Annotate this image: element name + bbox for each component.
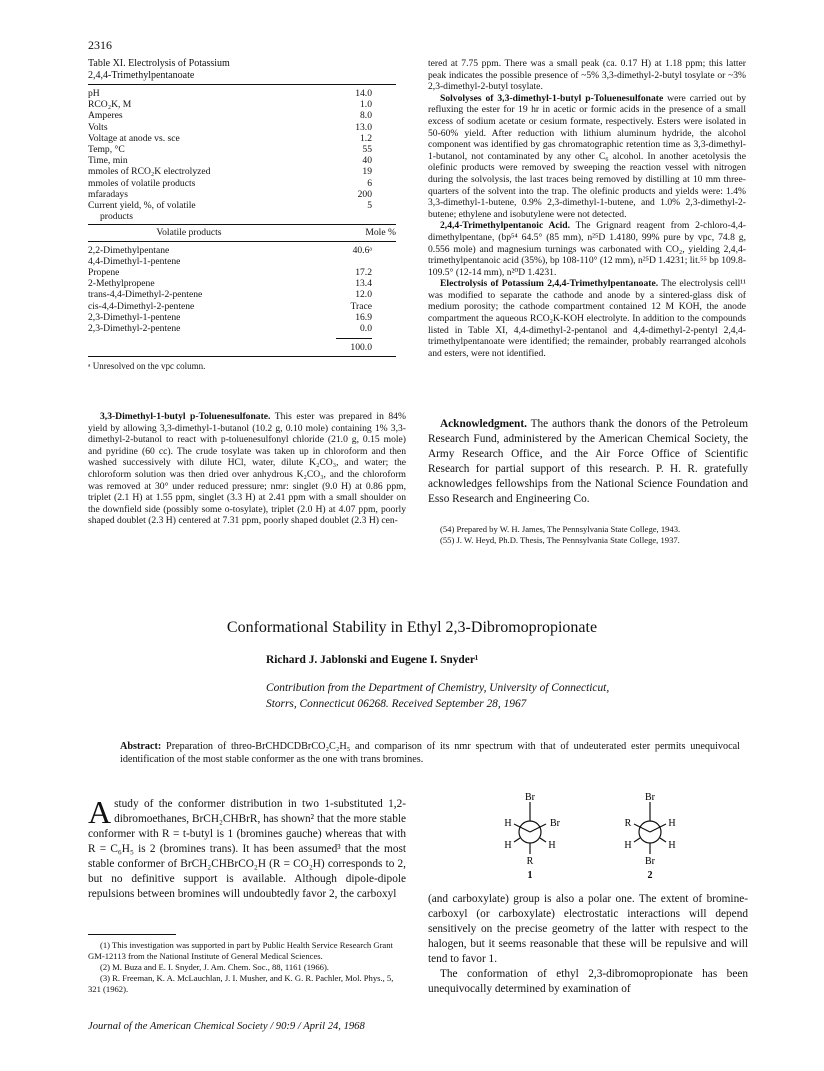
param-label: products xyxy=(100,211,134,223)
acknowledgment xyxy=(428,417,748,507)
table-title-line2: 2,4,4-Trimethylpentanoate xyxy=(88,70,195,81)
param-row xyxy=(88,166,396,177)
right-p2 xyxy=(428,93,746,221)
table-products xyxy=(88,224,396,353)
electrolysis-text: The electrolysis cell¹¹ was modified to separate the cathode and anode by a sintered-glass disk of medium porosity; the cathode compartment contained 12 M KOH, the anode compartment the aqueous RCO₂K-KOH electrolyte. In addition to the compounds listed in Table XI, 4,4-dimethyl-2-pentanol and 4,4-dimethyl-2-pentyl 2,4,4-trimethylpentanoate were identified; the remainder, probably rearranged alcohols and esters, were not identified. xyxy=(428,278,746,359)
acid-heading: 2,4,4-Trimethylpentanoic Acid. xyxy=(440,220,571,232)
param-label: RCO₂K, M xyxy=(88,99,132,111)
footnote-2: (2) M. Buza and E. I. Snyder, J. Am. Chem. Soc., 88, 1161 (1966). xyxy=(100,962,329,972)
param-row xyxy=(88,133,396,144)
product-value: 0.0 xyxy=(360,323,372,335)
structure-1 xyxy=(504,792,560,881)
param-row xyxy=(88,122,396,133)
footnote-1: (1) This investigation was supported in part by Public Health Service Research Grant GM-12113 from the National Institute of General Medical Sciences. xyxy=(88,940,393,961)
right-experimental-column xyxy=(428,58,746,359)
param-value: 5 xyxy=(367,200,372,212)
param-value: 40 xyxy=(362,155,372,167)
right-p1: tered at 7.75 ppm. There was a small peak (ca. 0.17 H) at 1.18 ppm; this latter peak indicates the possible presence of ~5% 3,3-dimethyl-2-butyl tosylate or ~3% 2,3-dimethyl-2-butyl tosylate. xyxy=(428,58,746,93)
tosylate-text: This ester was prepared in 84% yield by allowing 3,3-dimethyl-1-butanol (10.2 g, 0.10 mole) containing 1% 3,3-dimethyl-2-butanol to react with p-toluenesulfonyl chloride (21.0 g, 0.15 mole) and pyridine (60 cc). The crude tosylate was taken up in chloroform and then washed successively with dilute HCl, water, dilute K₂CO₃, and water; the chloroform solution was then dried over anhydrous K₂CO₃, and the chloroform was removed at 30° under reduced pressure; nmr: singlet (9.0 H) at 0.86 ppm, triplet (2.1 H) at 1.55 ppm, singlet (3.3 H) at 2.41 ppm with a small shoulder on the downfield side (possibly some o-tosylate), triplet (2.0 H) at 4.07 ppm, poorly shaped doublet (2.3 H) centered at 7.31 ppm, poorly shaped doublet (2.3 H) cen- xyxy=(88,411,406,527)
structure-2 xyxy=(624,792,675,881)
param-label: mmoles of RCO₂K electrolyzed xyxy=(88,166,211,178)
param-row xyxy=(88,110,396,121)
param-row xyxy=(88,144,396,155)
article-title: Conformational Stability in Ethyl 2,3-Dibromopropionate xyxy=(226,619,598,636)
product-row xyxy=(88,245,396,256)
body-right-p1: (and carboxylate) group is also a polar one. The extent of bromine-carboxyl (or carboxylate) electrostatic interactions will depend sensitively on the precise geometry of the latter with respect to the halogen, but it seems reasonable that these will be repulsive and will tend to favor 1. xyxy=(428,893,748,965)
table-title-line1: Table XI. Electrolysis of Potassium xyxy=(88,58,230,69)
table-total: 100.0 xyxy=(336,338,372,353)
page-number: 2316 xyxy=(88,38,112,52)
s1-lower-right: H xyxy=(548,840,556,851)
ref-55: (55) J. W. Heyd, Ph.D. Thesis, The Pennsylvania State College, 1937. xyxy=(440,535,680,545)
param-value: 13.0 xyxy=(355,121,372,133)
param-row xyxy=(88,211,396,222)
table-xi xyxy=(88,84,396,371)
table-bottom-rule xyxy=(88,356,396,357)
s2-number: 2 xyxy=(647,870,653,881)
affiliation-line1: Contribution from the Department of Chemistry, University of Connecticut, xyxy=(266,682,610,694)
product-row xyxy=(88,289,396,300)
param-value xyxy=(319,211,396,222)
ack-heading: Acknowledgment. xyxy=(440,418,527,430)
acid-text: The Grignard reagent from 2-chloro-4,4-dimethylpentane, (bp⁵⁴ 64.5° (85 mm), n²⁵D 1.4180, 99% pure by vpc, 74.8 g, 0.556 mole) and magnesium turnings was carbonated with CO₂, yielding 2,4,4-trimethylpentanoic acid (35%), bp 108-110° (12 mm), n²⁵D 1.4231; lit.⁵⁵ bp 109.8-109.5° (12-14 mm), n²⁰D 1.4231. xyxy=(428,220,747,278)
param-value: 19 xyxy=(362,166,372,178)
product-row xyxy=(88,256,396,267)
param-value: 200 xyxy=(357,188,372,200)
table-footnote: ᵃ Unresolved on the vpc column. xyxy=(88,361,206,372)
param-label: Amperes xyxy=(88,110,123,122)
product-value: 17.2 xyxy=(355,267,372,279)
param-label: Time, min xyxy=(88,155,128,167)
s2-lower-left: H xyxy=(624,840,632,851)
right-p3 xyxy=(428,220,746,278)
param-row xyxy=(88,178,396,189)
col-header-mole: Mole % xyxy=(290,225,396,241)
s1-right: Br xyxy=(550,818,560,829)
product-row xyxy=(88,312,396,323)
product-value: 16.9 xyxy=(355,311,372,323)
param-value: 55 xyxy=(362,144,372,156)
table-top-rule xyxy=(88,84,396,85)
article-authors: Richard J. Jablonski and Eugene I. Snyder¹ xyxy=(266,654,479,666)
body-right-column xyxy=(428,892,748,997)
product-label: Propene xyxy=(88,267,120,279)
table-products-header xyxy=(88,225,396,241)
solvolysis-text: were carried out by refluxing the ester for 19 hr in acetic or formic acids in the presence of a small excess of sodium acetate or cesium formate, respectively. Esters were isolated in 50-60% yield. After reduction with lithium aluminum hydride, the alcohol component was identified by gas chromatographic retention time as 3,3-dimethyl-1-butanol, not contaminated by any other C₆ alcohol. In another acetolysis the olefinic products were removed by sweeping the reaction vessel with nitrogen during the solvolysis, the last traces being removed by distilling at 10 mm three-quarters of the solvent into the trap. The olefinic products and yields were: 1.4% 3,3-dimethyl-1-butene, 0.9% 2,3-dimethyl-1-butene, and 1.0% 2,3-dimethyl-2-butene; ethylene and isobutylene were not detected. xyxy=(428,92,746,220)
param-label: Voltage at anode vs. sce xyxy=(88,132,180,144)
product-value xyxy=(290,256,396,267)
journal-footer: Journal of the American Chemical Society / 90:9 / April 24, 1968 xyxy=(88,1021,365,1032)
product-row xyxy=(88,278,396,289)
s2-right: H xyxy=(668,818,676,829)
param-label: mfaradays xyxy=(88,188,128,200)
product-value: Trace xyxy=(350,300,372,312)
tosylate-heading: 3,3-Dimethyl-1-butyl p-Toluenesulfonate. xyxy=(100,411,271,422)
param-label: Current yield, %, of volatile xyxy=(88,200,196,212)
ref-54: (54) Prepared by W. H. James, The Pennsylvania State College, 1943. xyxy=(440,524,681,534)
product-label: 4,4-Dimethyl-1-pentene xyxy=(88,255,181,267)
param-row xyxy=(88,200,396,211)
electrolysis-heading: Electrolysis of Potassium 2,4,4-Trimethylpentanoate. xyxy=(440,278,659,290)
body-left-text: study of the conformer distribution in two 1-substituted 1,2-dibromoethanes, BrCH₂CHBrR, has shown² that the more stable conformer with R = t-butyl is 1 (bromines gauche) whereas that with R = C₆H₅ is 2 (bromines trans). It has been assumed³ that the most stable conformer of BrCH₂CHBrCO₂H (R = CO₂H) corresponds to 2, but no definitive support is available. Although dipole-dipole repulsions between bromines will undoubtedly favor 2, the carboxyl xyxy=(88,798,406,900)
affiliation-line2: Storrs, Connecticut 06268. Received September 28, 1967 xyxy=(266,698,527,710)
param-value: 6 xyxy=(367,177,372,189)
product-value: 40.6ᵃ xyxy=(352,244,372,256)
right-p4 xyxy=(428,278,746,359)
param-row xyxy=(88,189,396,200)
param-value: 1.2 xyxy=(360,132,372,144)
article-footnotes xyxy=(88,940,408,995)
product-value: 12.0 xyxy=(355,289,372,301)
product-row xyxy=(88,267,396,278)
abstract-label: Abstract: xyxy=(120,741,162,752)
references xyxy=(428,524,748,546)
product-row xyxy=(88,301,396,312)
body-right-p2: The conformation of ethyl 2,3-dibromopropionate has been unequivocally determined by examination of xyxy=(428,968,748,995)
col-header-products: Volatile products xyxy=(88,225,290,241)
product-row xyxy=(88,323,396,334)
table-total-row xyxy=(88,334,396,353)
ack-text: The authors thank the donors of the Petroleum Research Fund, administered by the American Chemical Society, the Army Research Office, and the Air Force Office of Scientific Research for partial support of this research. P. H. R. gratefully acknowledges fellowships from the National Science Foundation and Esso Research and Engineering Co. xyxy=(428,418,748,505)
abstract xyxy=(120,740,740,766)
product-label: cis-4,4-Dimethyl-2-pentene xyxy=(88,300,195,312)
param-row xyxy=(88,99,396,110)
table-params xyxy=(88,88,396,222)
s2-lower-right: H xyxy=(668,840,676,851)
param-value: 1.0 xyxy=(360,99,372,111)
abstract-text: Preparation of threo-BrCHDCDBrCO₂C₂H₅ and comparison of its nmr spectrum with that of undeuterated ester permits unequivocal identification of the most stable conformer as the one with trans bromines. xyxy=(120,741,740,765)
product-value: 13.4 xyxy=(355,278,372,290)
param-label: pH xyxy=(88,88,100,99)
product-label: 2-Methylpropene xyxy=(88,278,155,290)
param-row xyxy=(88,155,396,166)
drop-cap: A xyxy=(88,794,112,830)
s1-left: H xyxy=(504,818,512,829)
table-title xyxy=(88,58,388,82)
product-label: 2,2-Dimethylpentane xyxy=(88,244,170,256)
footnote-3: (3) R. Freeman, K. A. McLauchlan, J. I. Musher, and K. G. R. Pachler, Mol. Phys., 5, 321 (1962). xyxy=(88,973,394,994)
solvolysis-heading: Solvolyses of 3,3-dimethyl-1-butyl p-Toluenesulfonate xyxy=(440,92,664,104)
param-label: Volts xyxy=(88,121,108,133)
s1-top: Br xyxy=(525,792,535,803)
s2-top: Br xyxy=(645,792,655,803)
body-left-column xyxy=(88,794,406,902)
footnote-rule xyxy=(88,934,176,935)
s2-bottom: Br xyxy=(645,856,655,867)
product-label: trans-4,4-Dimethyl-2-pentene xyxy=(88,289,203,301)
param-value: 8.0 xyxy=(360,110,372,122)
param-label: mmoles of volatile products xyxy=(88,177,196,189)
s1-bottom: R xyxy=(526,856,534,867)
tosylate-prep-paragraph xyxy=(88,411,406,527)
newman-projections xyxy=(470,792,710,882)
param-value: 14.0 xyxy=(355,88,372,99)
s1-number: 1 xyxy=(527,870,533,881)
product-label: 2,3-Dimethyl-1-pentene xyxy=(88,311,181,323)
param-row xyxy=(88,88,396,99)
param-label: Temp, °C xyxy=(88,144,125,156)
article-affiliation xyxy=(266,680,766,712)
product-label: 2,3-Dimethyl-2-pentene xyxy=(88,323,181,335)
s2-left: R xyxy=(624,818,632,829)
s1-lower-left: H xyxy=(504,840,512,851)
